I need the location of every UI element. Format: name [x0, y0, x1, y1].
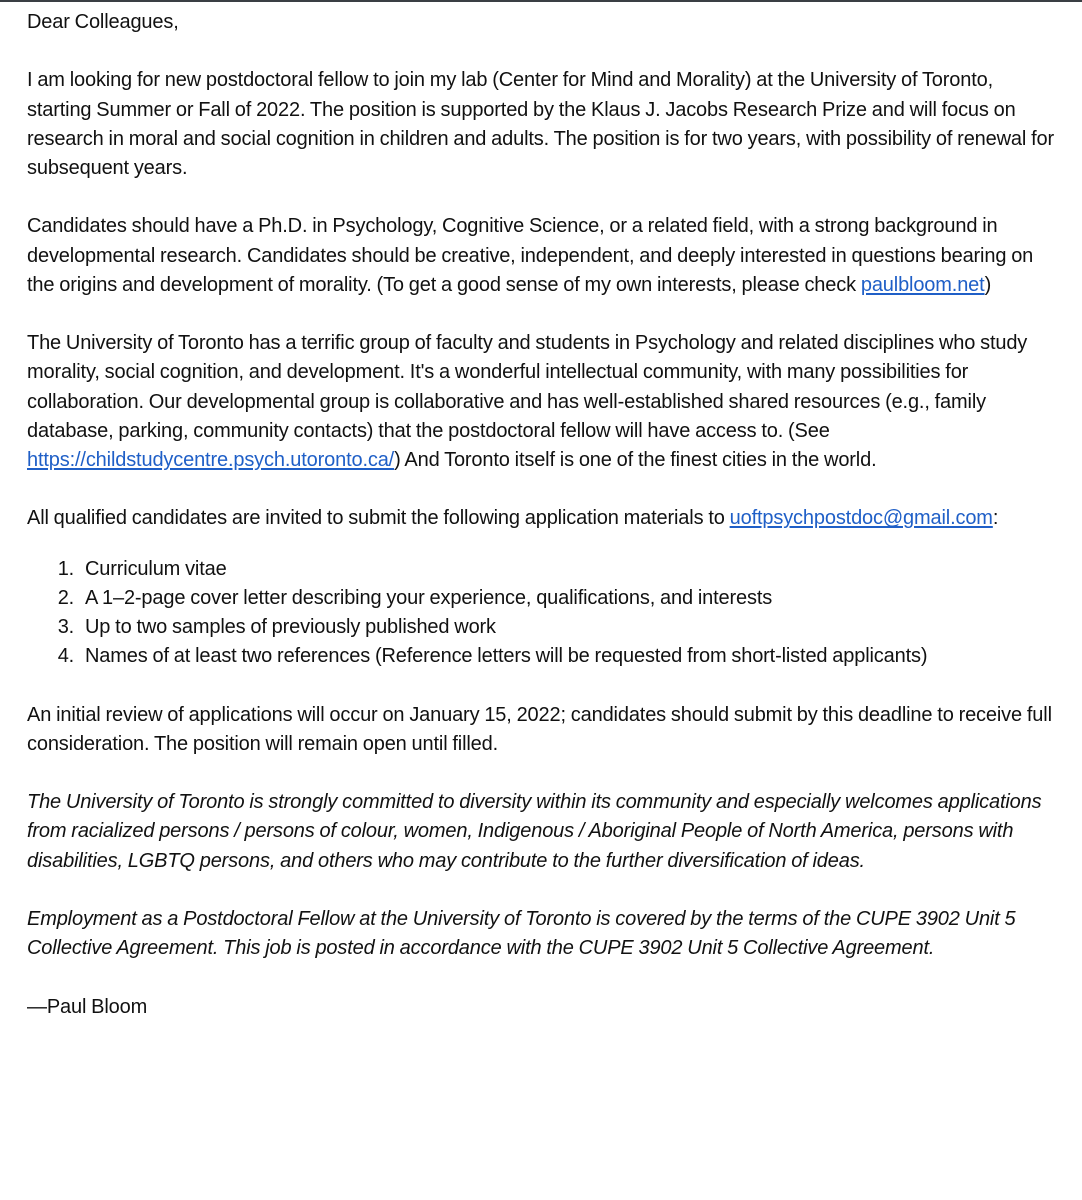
application-email-link[interactable]: uoftpsychpostdoc@gmail.com — [729, 507, 993, 530]
intro-paragraph: I am looking for new postdoctoral fellow to join my lab (Center for Mind and Morality) at the University of Toronto, starting Summer or Fall of 2022. The position is supported by the Klaus J. Jacobs Research Prize and will focus on research in moral and social cognition in children and adults. The position is for two years, with possibility of renewal for subsequent years. — [27, 69, 1054, 179]
community-paragraph — [27, 329, 1062, 475]
employment-statement: Employment as a Postdoctoral Fellow at the University of Toronto is covered by the terms of the CUPE 3902 Unit 5 Collective Agreement. This job is posted in accordance with the CUPE 3902 Unit 5 Collective Agreement. — [27, 907, 1016, 960]
paulbloom-link[interactable]: paulbloom.net — [860, 273, 985, 296]
application-text: All qualified candidates are invited to submit the following application materials to — [27, 507, 730, 530]
list-item: 2. A 1–2-page cover letter describing your experience, qualifications, and interests — [79, 584, 1062, 613]
greeting: Dear Colleagues, — [27, 11, 179, 33]
application-paragraph — [27, 504, 1062, 533]
review-deadline-paragraph: An initial review of applications will occur on January 15, 2022; candidates should submit by this deadline to receive full consideration. The position will remain open until filled. — [27, 703, 1052, 755]
list-item: 4. Names of at least two references (Reference letters will be requested from short-listed applicants) — [79, 642, 1062, 671]
qualifications-text: Candidates should have a Ph.D. in Psychology, Cognitive Science, or a related field, with a strong background in developmental research. Candidates should be creative, independent, and deeply interested in questions bearing on the origins and development of morality. (To get a good sense of my own interests, please check — [27, 215, 1034, 296]
letter-document — [0, 2, 1082, 1022]
qualifications-paragraph — [27, 212, 1062, 300]
community-text-end: ) And Toronto itself is one of the finest cities in the world. — [394, 449, 877, 471]
diversity-statement: The University of Toronto is strongly committed to diversity within its community and especially welcomes applications from racialized persons / persons of colour, women, Indigenous / Aboriginal People of North America, persons with disabilities, LGBTQ persons, and others who may contribute to the further diversification of ideas. — [27, 791, 1042, 872]
application-materials-list — [27, 555, 1062, 672]
child-study-centre-link[interactable]: https://childstudycentre.psych.utoronto.ca/ — [27, 449, 395, 471]
qualifications-text-end: ) — [984, 273, 992, 296]
list-item: 3. Up to two samples of previously published work — [79, 613, 1062, 642]
community-text: The University of Toronto has a terrific group of faculty and students in Psychology and related disciplines who study morality, social cognition, and development. It's a wonderful intellectual community, with many possibilities for collaboration. Our developmental group is collaborative and has well-established shared resources (e.g., family database, parking, community contacts) that the postdoctoral fellow will have access to. (See — [27, 332, 1028, 442]
list-item: 1. Curriculum vitae — [79, 555, 1062, 584]
application-text-end: : — [992, 507, 999, 530]
signature: —Paul Bloom — [27, 995, 148, 1018]
